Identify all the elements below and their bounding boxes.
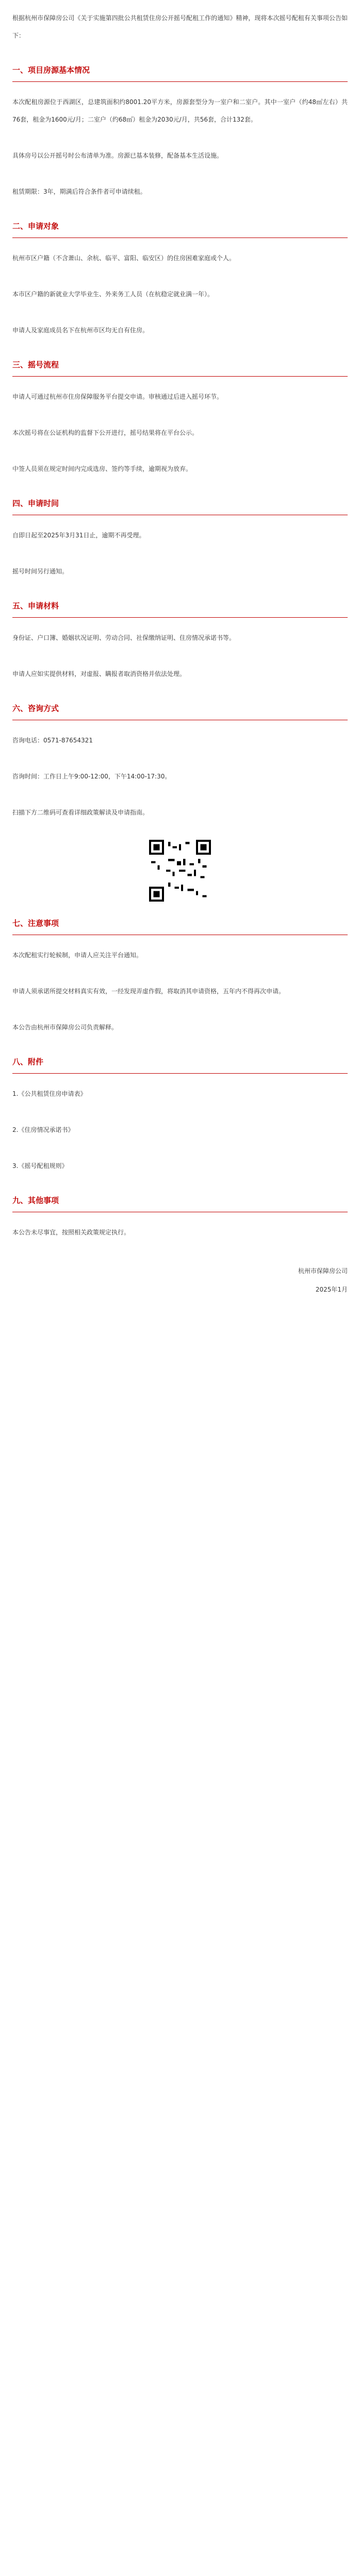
footer: [12, 1262, 348, 1299]
sec3-p2: 本次摇号将在公证机构的监督下公开进行，摇号结果将在平台公示。: [12, 429, 199, 436]
sec8-p2: 2.《住房情况承诺书》: [12, 1126, 74, 1133]
sec8-p1: 1.《公共租赁住房申请表》: [12, 1090, 87, 1097]
sec9-title: 九、其他事项: [12, 1196, 59, 1205]
sec5-p1: 身份证、户口簿、婚姻状况证明、劳动合同、社保缴纳证明、住房情况承诺书等。: [12, 634, 236, 641]
intro: 根据杭州市保障房公司《关于实施第四批公共租赁住房公开摇号配租工作的通知》精神，现将本次摇号配租有关事项公告如下：: [12, 14, 348, 39]
sec4-p2: 摇号时间另行通知。: [12, 568, 69, 575]
sec1-p3: 租赁期限：3年，期满后符合条件者可申请续租。: [12, 188, 146, 195]
sec7-p1: 本次配租实行轮候制，申请人应关注平台通知。: [12, 952, 143, 959]
sec3-title: 三、摇号流程: [12, 360, 59, 369]
sec8-p3: 3.《摇号配租规则》: [12, 1162, 68, 1170]
footer-company: 杭州市保障房公司: [298, 1267, 348, 1275]
sec6-p3: 扫描下方二维码可查看详细政策解读及申请指南。: [12, 809, 149, 816]
sec6-p1: 咨询电话：0571-87654321: [12, 737, 93, 744]
sec1-p1: 本次配租房源位于西湖区，总建筑面积约8001.20平方米，房源套型分为一室户和二室户。其中一室户（约48㎡左右）共76套，租金为1600元/月；二室户（约68㎡）租金为2030元/月，共56套，合计132套。: [12, 98, 348, 123]
sec4-p1: 自即日起至2025年3月31日止，逾期不再受理。: [12, 532, 145, 539]
sec2-p1: 杭州市区户籍（不含萧山、余杭、临平、富阳、临安区）的住房困难家庭或个人。: [12, 255, 236, 262]
divider: [12, 1073, 348, 1074]
divider: [12, 376, 348, 377]
sec2-p3: 申请人及家庭成员名下在杭州市区均无自有住房。: [12, 327, 149, 334]
sec7-p3: 本公告由杭州市保障房公司负责解释。: [12, 1024, 118, 1031]
sec2-title: 二、申请对象: [12, 222, 59, 231]
divider: [12, 617, 348, 618]
footer-date: 2025年1月: [315, 1286, 348, 1293]
sec6-title: 六、咨询方式: [12, 704, 59, 713]
qr-code-icon: [149, 840, 211, 902]
sec4-title: 四、申请时间: [12, 499, 59, 508]
sec3-p1: 申请人可通过杭州市住房保障服务平台提交申请。审核通过后进入摇号环节。: [12, 393, 223, 400]
divider: [12, 81, 348, 82]
sec7-title: 七、注意事项: [12, 919, 59, 928]
sec6-p2: 咨询时间：工作日上午9:00-12:00，下午14:00-17:30。: [12, 773, 171, 780]
sec2-p2: 本市区户籍的新就业大学毕业生、外来务工人员（在杭稳定就业满一年）。: [12, 291, 214, 298]
sec1-p2: 具体房号以公开摇号时公布清单为准。房源已基本装修，配备基本生活设施。: [12, 152, 223, 159]
sec7-p2: 申请人须承诺所提交材料真实有效，一经发现弄虚作假，将取消其申请资格，五年内不得再次申请。: [12, 988, 285, 995]
sec9-p1: 本公告未尽事宜，按照相关政策规定执行。: [12, 1229, 130, 1236]
sec1-title: 一、项目房源基本情况: [12, 65, 90, 75]
sec3-p3: 中签人员须在规定时间内完成选房、签约等手续，逾期视为放弃。: [12, 465, 192, 472]
sec5-title: 五、申请材料: [12, 601, 59, 611]
sec5-p2: 申请人应如实提供材料，对虚报、瞒报者取消资格并依法处理。: [12, 670, 186, 677]
sec8-title: 八、附件: [12, 1057, 44, 1066]
